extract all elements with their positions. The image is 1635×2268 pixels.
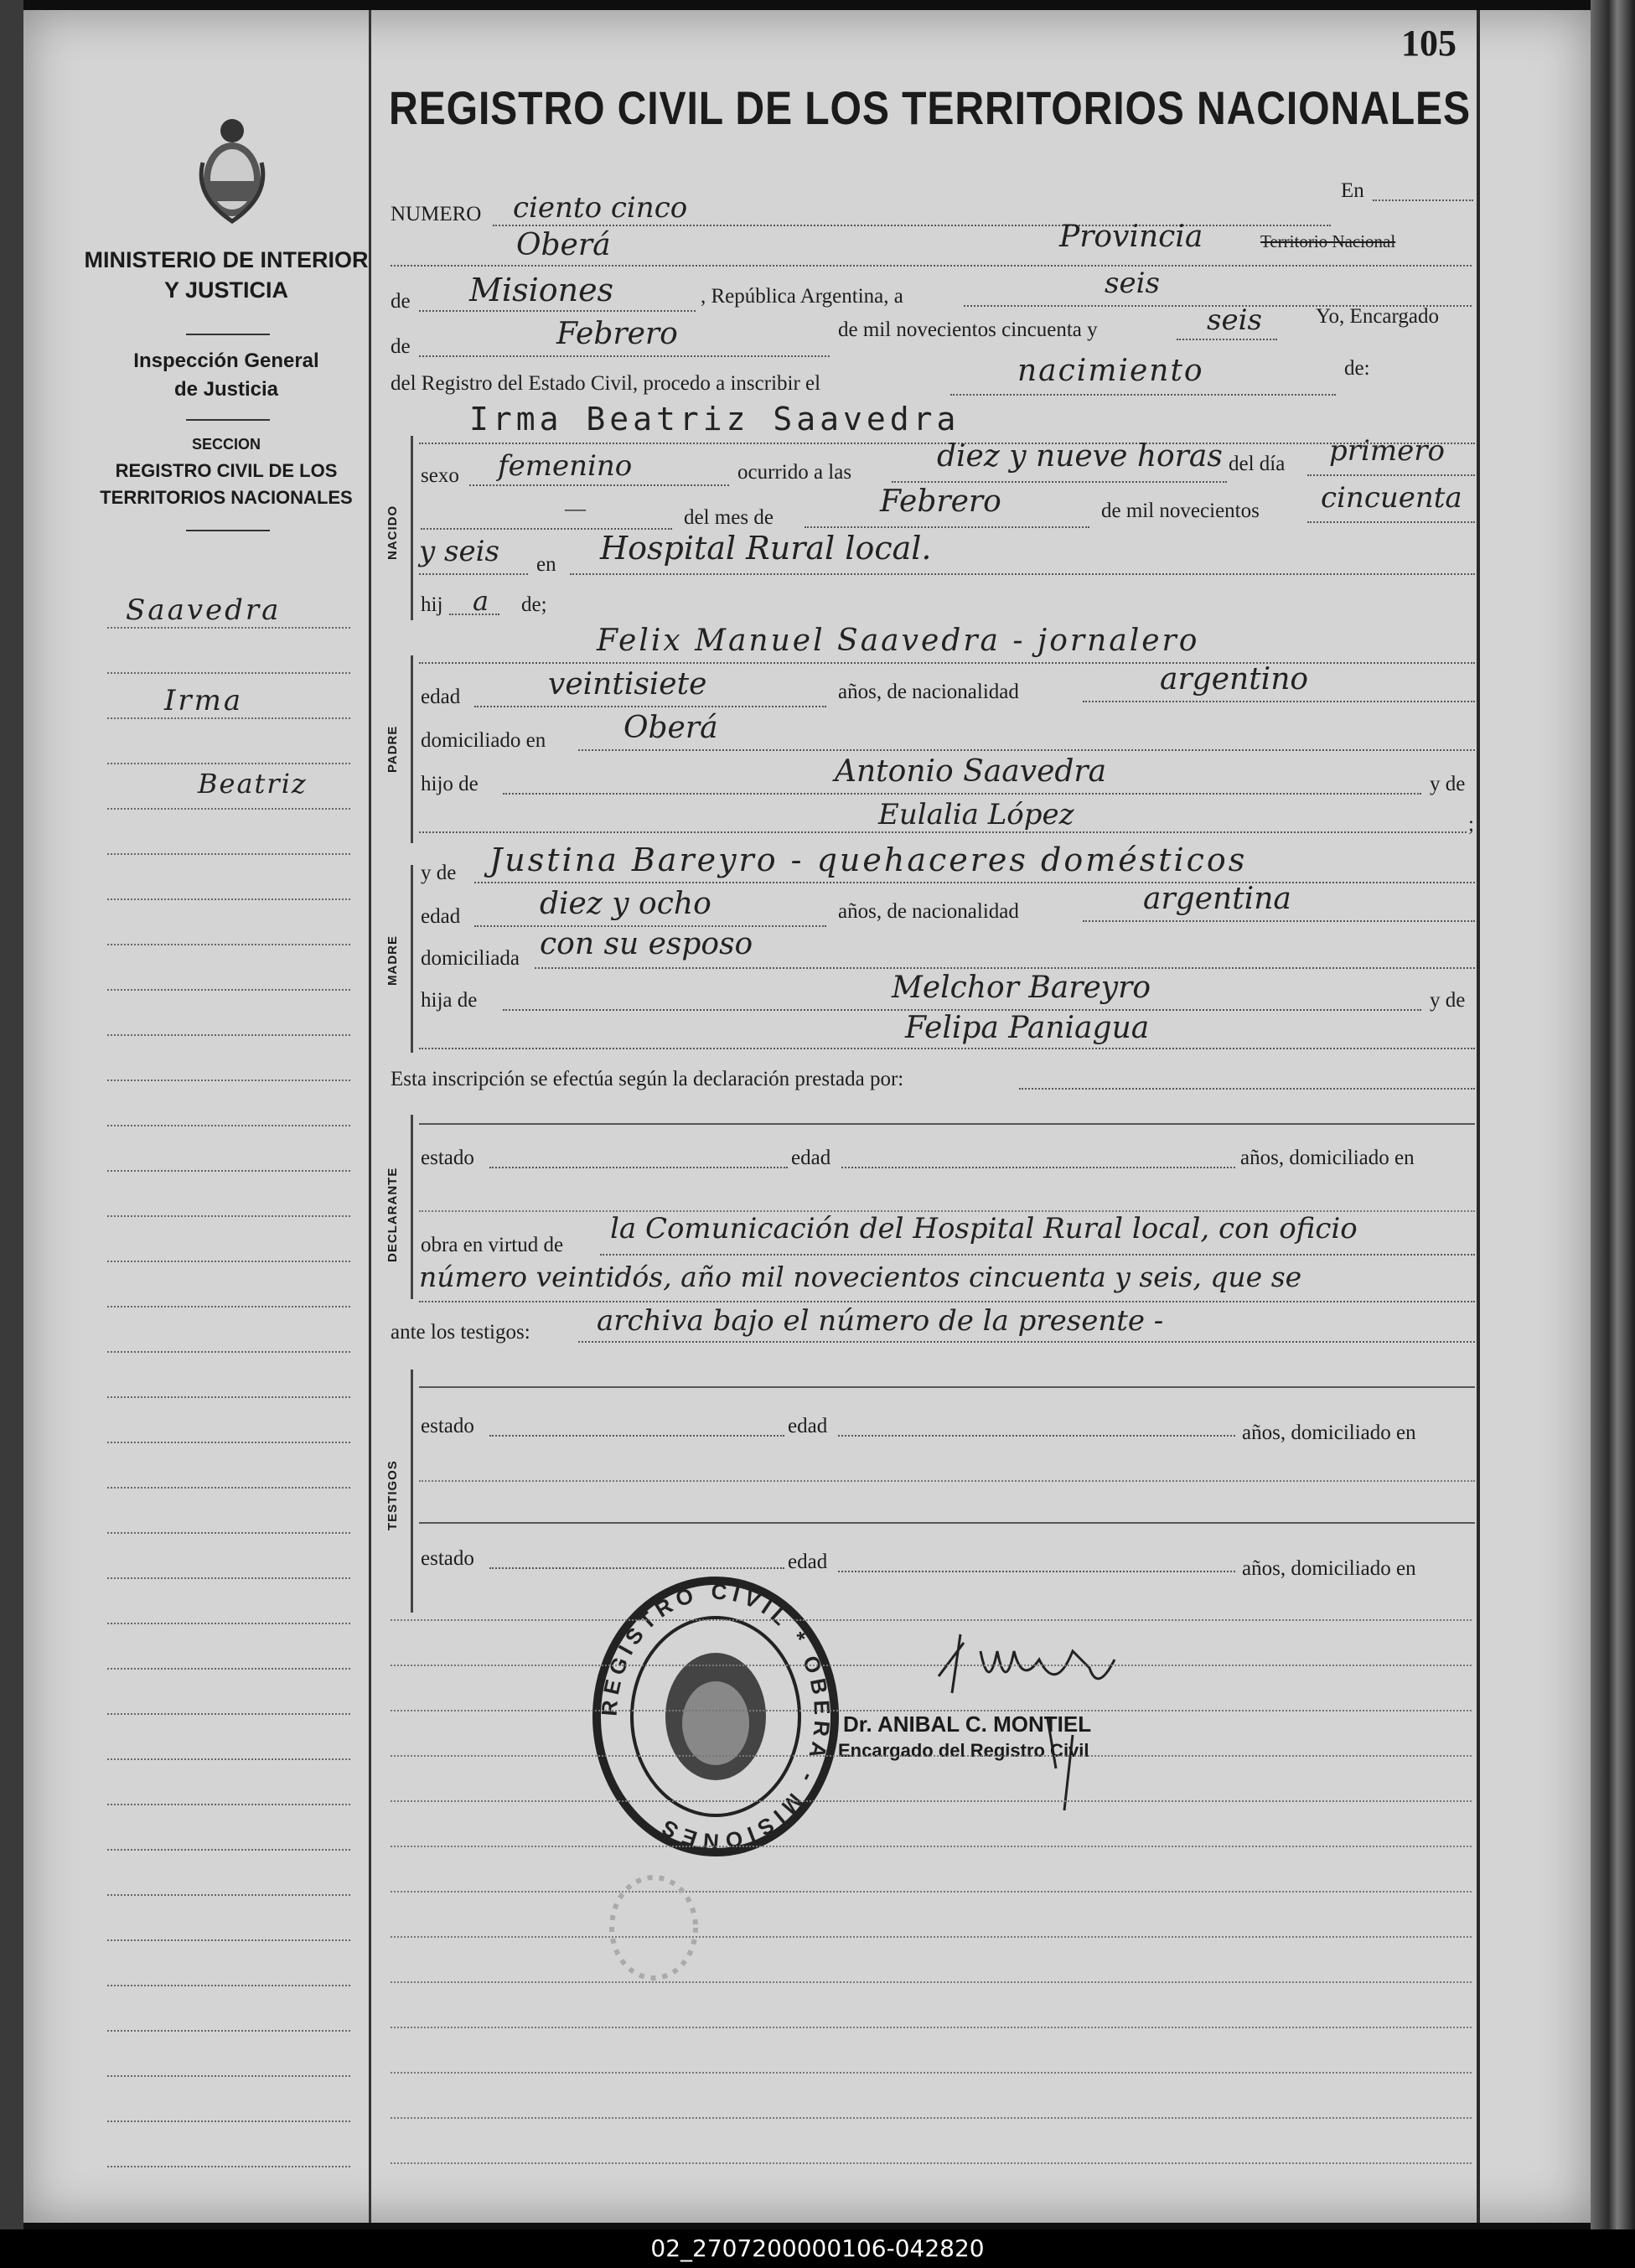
act-value: nacimiento: [1017, 354, 1204, 388]
madre-domicilio-line: [535, 967, 1475, 969]
divider: [186, 419, 270, 421]
madre-edad-label: edad: [421, 905, 461, 928]
madre-nacionalidad-line: [1083, 920, 1475, 922]
testigo1-estado-line: [489, 1435, 784, 1437]
left-rule-line: [107, 2030, 350, 2032]
child-name: Irma Beatriz Saavedra: [469, 401, 960, 438]
nacido-bracket: [411, 436, 413, 620]
left-rule-line: [107, 1939, 350, 1941]
locality-value: Oberá: [516, 228, 611, 262]
madre-yde-label: y de: [421, 862, 457, 884]
hij-value: a: [473, 585, 489, 617]
signatory-name: Dr. ANIBAL C. MONTIEL: [843, 1711, 1092, 1737]
maternal-grandmother: Felipa Paniagua: [905, 1011, 1150, 1045]
left-rule-line: [107, 853, 350, 855]
declarante-estado-label: estado: [421, 1147, 474, 1169]
testigo2-anos-label: años, domiciliado en: [1242, 1557, 1416, 1580]
obra-value-2: número veintidós, año mil novecientos cincuenta y seis, que se: [419, 1261, 1302, 1293]
padre-domicilio-label: domiciliado en: [421, 729, 546, 752]
mother-name: Justina Bareyro - quehaceres domésticos: [489, 841, 1248, 878]
year2-line: [419, 573, 528, 575]
ante-label: ante los testigos:: [391, 1321, 530, 1344]
testigo1-blank-line: [419, 1480, 1475, 1482]
province-line: [419, 310, 696, 312]
right-margin-line: [1477, 10, 1480, 2223]
hij-de-label: de;: [521, 593, 547, 616]
padre-section-label: PADRE: [385, 725, 400, 773]
numero-label: NUMERO: [391, 203, 482, 225]
right-rule-line: [391, 1710, 1472, 1711]
left-rule-line: [107, 1577, 350, 1579]
place-line: [570, 573, 1475, 575]
left-rule-line: [107, 1849, 350, 1851]
province-value: Misiones: [469, 272, 614, 308]
maternal-grandfather: Melchor Bareyro: [892, 971, 1151, 1005]
obra-value-1: la Comunicación del Hospital Rural local, con oficio: [610, 1212, 1358, 1245]
dia-line: [1307, 474, 1475, 476]
left-rule-line: [107, 1034, 350, 1036]
declarante-section-label: DECLARANTE: [385, 1167, 400, 1262]
declarante-anos-label: años, domiciliado en: [1240, 1147, 1415, 1169]
paternal-grandfather: Antonio Saavedra: [835, 754, 1107, 789]
page-number: 105: [1401, 23, 1456, 64]
left-rule-line: [107, 1215, 350, 1217]
declarante-edad-label: edad: [791, 1147, 831, 1169]
hij-label: hij: [421, 593, 443, 616]
svg-text:REGISTRO CIVIL * OBERÁ - MISIO: REGISTRO CIVIL * OBERÁ - MISIONES: [596, 1578, 836, 1855]
nacido-section-label: NACIDO: [385, 505, 400, 560]
numero-line: [493, 225, 1331, 226]
hour-line: [892, 481, 1227, 483]
padre-yde-label: y de: [1430, 773, 1466, 795]
padre-nacionalidad-value: argentino: [1160, 662, 1309, 696]
left-rule-line: [107, 2120, 350, 2122]
book-binding: [0, 0, 23, 2229]
registro-civil-stamp: [590, 1574, 841, 1859]
padre-edad-line: [474, 706, 826, 707]
declarante-edad-line: [841, 1167, 1235, 1168]
left-rule-line: [107, 1532, 350, 1534]
numero-value: ciento cinco: [513, 191, 688, 225]
grandfather-line: [503, 793, 1421, 795]
padre-domicilio-line: [578, 749, 1475, 751]
testigo1-edad-label: edad: [788, 1415, 828, 1437]
ministry-label: [84, 245, 369, 305]
nacido-en-label: en: [536, 553, 556, 576]
padre-semicolon: ;: [1468, 813, 1474, 836]
testigo2-edad-line: [838, 1571, 1235, 1572]
madre-nacionalidad-value: argentina: [1143, 882, 1291, 916]
testigo1-edad-line: [838, 1435, 1235, 1437]
section-label: [84, 431, 369, 511]
territorio-label: Territorio Nacional: [1260, 231, 1396, 251]
margin-first-name: Irma: [164, 684, 244, 717]
left-rule-line: [107, 717, 350, 719]
left-rule-line: [107, 763, 350, 764]
inspection-label: [84, 347, 369, 404]
right-rule-line: [391, 2072, 1472, 2074]
place-value: Hospital Rural local.: [600, 530, 932, 567]
testigo2-edad-label: edad: [788, 1551, 828, 1573]
month-line: [419, 355, 830, 357]
padre-edad-label: edad: [421, 686, 461, 708]
mes-label: del mes de: [684, 506, 774, 529]
left-rule-line: [107, 898, 350, 900]
right-rule-line: [391, 2162, 1472, 2164]
declaracion-line: [1019, 1088, 1475, 1090]
year-line: [1177, 339, 1277, 340]
madre-anos-label: años, de nacionalidad: [838, 900, 1019, 923]
day-value: seis: [1105, 267, 1160, 300]
testigo1-anos-label: años, domiciliado en: [1242, 1421, 1416, 1444]
ministry-line-1: MINISTERIO DE INTERIOR: [84, 247, 369, 272]
section-line-1: SECCION: [191, 436, 261, 453]
sexo-value: femenino: [498, 449, 633, 483]
testigo1-name-line: [419, 1386, 1475, 1388]
nacido-year-value: cincuenta: [1321, 481, 1462, 515]
section-line-2: REGISTRO CIVIL DE LOS: [115, 460, 338, 481]
dia-value: primero: [1329, 434, 1445, 468]
nacido-year-value-2: y seis: [419, 535, 499, 568]
father-name: Felix Manuel Saavedra - jornalero: [597, 624, 1200, 658]
right-rule-line: [391, 1800, 1472, 1802]
page-title: REGISTRO CIVIL DE LOS TERRITORIOS NACIONALES: [389, 81, 1472, 134]
obra-line-2: [419, 1301, 1475, 1302]
madre-hija-label: hija de: [421, 989, 478, 1012]
testigo2-estado-label: estado: [421, 1547, 474, 1570]
dia-label: del día: [1229, 453, 1286, 475]
registro-text: del Registro del Estado Civil, procedo a inscribir el: [391, 372, 821, 395]
maternal-grandmother-line: [419, 1048, 1475, 1049]
signatory-role: Encargado del Registro Civil: [838, 1740, 1089, 1761]
right-rule-line: [391, 2117, 1472, 2119]
en-label: En: [1341, 179, 1364, 202]
madre-section-label: MADRE: [385, 935, 400, 986]
left-rule-line: [107, 1080, 350, 1081]
obra-label: obra en virtud de: [421, 1234, 564, 1256]
en-line: [1373, 199, 1473, 201]
padre-nacionalidad-line: [1083, 701, 1475, 702]
divider: [186, 530, 270, 531]
inspection-line-2: de Justicia: [173, 378, 279, 401]
faint-stamp-mark: [595, 1861, 712, 1995]
left-rule-line: [107, 1668, 350, 1670]
ante-line: [578, 1341, 1475, 1343]
grandmother-line: [419, 831, 1467, 833]
provincia-value: Provincia: [1059, 220, 1203, 254]
inspection-line-1: Inspección General: [133, 350, 319, 372]
mes-line: [805, 526, 1089, 528]
coat-of-arms-icon: [194, 112, 270, 230]
padre-anos-label: años, de nacionalidad: [838, 681, 1019, 703]
declarante-name-line: [419, 1123, 1475, 1125]
page-edge: [1591, 0, 1635, 2229]
right-rule-line: [391, 1936, 1472, 1938]
left-rule-line: [107, 1758, 350, 1760]
left-rule-line: [107, 1713, 350, 1715]
margin-surname: Saavedra: [126, 593, 282, 627]
left-rule-line: [107, 1306, 350, 1307]
madre-domicilio-value: con su esposo: [540, 927, 753, 961]
padre-hijo-label: hijo de: [421, 773, 479, 795]
right-rule-line: [391, 2027, 1472, 2028]
mother-name-line: [474, 882, 1475, 883]
sexo-line: [469, 484, 729, 486]
madre-bracket: [411, 865, 413, 1053]
madre-edad-value: diez y ocho: [540, 887, 711, 921]
dash: —: [565, 498, 586, 520]
left-rule-line: [107, 944, 350, 945]
left-rule-line: [107, 2075, 350, 2077]
left-rule-line: [107, 1396, 350, 1398]
right-rule-line: [391, 1891, 1472, 1893]
father-name-line: [419, 662, 1475, 664]
testigos-section-label: TESTIGOS: [385, 1460, 400, 1530]
year-value: seis: [1207, 303, 1262, 337]
right-rule-line: [391, 1665, 1472, 1666]
left-rule-line: [107, 627, 350, 629]
yo-encargado: Yo, Encargado: [1316, 305, 1439, 328]
nacido-year-line: [1307, 521, 1475, 523]
nacido-year-text: de mil novecientos: [1101, 500, 1260, 522]
left-rule-line: [107, 1351, 350, 1353]
declarante-bracket: [411, 1115, 413, 1299]
declarante-estado-line: [489, 1167, 788, 1168]
divider: [186, 334, 270, 335]
mes-value: Febrero: [880, 484, 1001, 519]
right-rule-line: [391, 1755, 1472, 1757]
madre-domicilio-label: domiciliada: [421, 947, 520, 970]
testigos-bracket: [411, 1370, 413, 1613]
left-rule-line: [107, 1804, 350, 1805]
de-label-2: de: [391, 335, 411, 358]
left-rule-line: [107, 1261, 350, 1262]
year-text: de mil novecientos cincuenta y: [838, 318, 1098, 341]
left-rule-line: [107, 1487, 350, 1489]
left-margin-line: [369, 10, 371, 2223]
right-rule-line: [391, 1846, 1472, 1847]
testigo2-estado-line: [489, 1567, 784, 1569]
madre-yde2-label: y de: [1430, 989, 1466, 1012]
left-rule-line: [107, 1894, 350, 1896]
right-rule-line: [391, 1619, 1472, 1621]
de-colon: de:: [1344, 357, 1370, 380]
footer-id: 02_2707200000106-042820: [0, 2229, 1635, 2268]
ante-value: archiva bajo el número de la presente -: [597, 1304, 1164, 1338]
left-rule-line: [107, 1125, 350, 1126]
ocurrido-label: ocurrido a las: [737, 461, 852, 484]
section-line-3: TERRITORIOS NACIONALES: [100, 487, 353, 508]
locality-line: [391, 265, 1472, 267]
right-rule-line: [391, 1981, 1472, 1983]
left-rule-line: [107, 1170, 350, 1172]
padre-domicilio-value: Oberá: [623, 711, 718, 745]
ministry-line-2: Y JUSTICIA: [163, 277, 289, 303]
month-value: Febrero: [556, 317, 678, 351]
testigo2-name-line: [419, 1522, 1475, 1524]
declaracion-text: Esta inscripción se efectúa según la declaración prestada por:: [391, 1068, 904, 1090]
de-label: de: [391, 290, 411, 313]
sexo-label: sexo: [421, 464, 459, 487]
left-rule-line: [107, 1985, 350, 1986]
left-rule-line: [107, 1442, 350, 1443]
left-rule-line: [107, 808, 350, 810]
margin-second-name: Beatriz: [198, 768, 308, 800]
obra-line-1: [600, 1254, 1475, 1256]
act-line: [950, 394, 1336, 396]
padre-edad-value: veintisiete: [548, 667, 707, 702]
left-rule-line: [107, 672, 350, 674]
left-rule-line: [107, 1623, 350, 1624]
hour-value: diez y nueve horas: [937, 439, 1223, 474]
testigo1-estado-label: estado: [421, 1415, 474, 1437]
paternal-grandmother: Eulalia López: [878, 798, 1074, 831]
left-rule-line: [107, 989, 350, 991]
republica-label: , República Argentina, a: [701, 285, 903, 308]
left-rule-line: [107, 2166, 350, 2167]
hij-line: [449, 614, 499, 615]
padre-bracket: [411, 655, 413, 843]
